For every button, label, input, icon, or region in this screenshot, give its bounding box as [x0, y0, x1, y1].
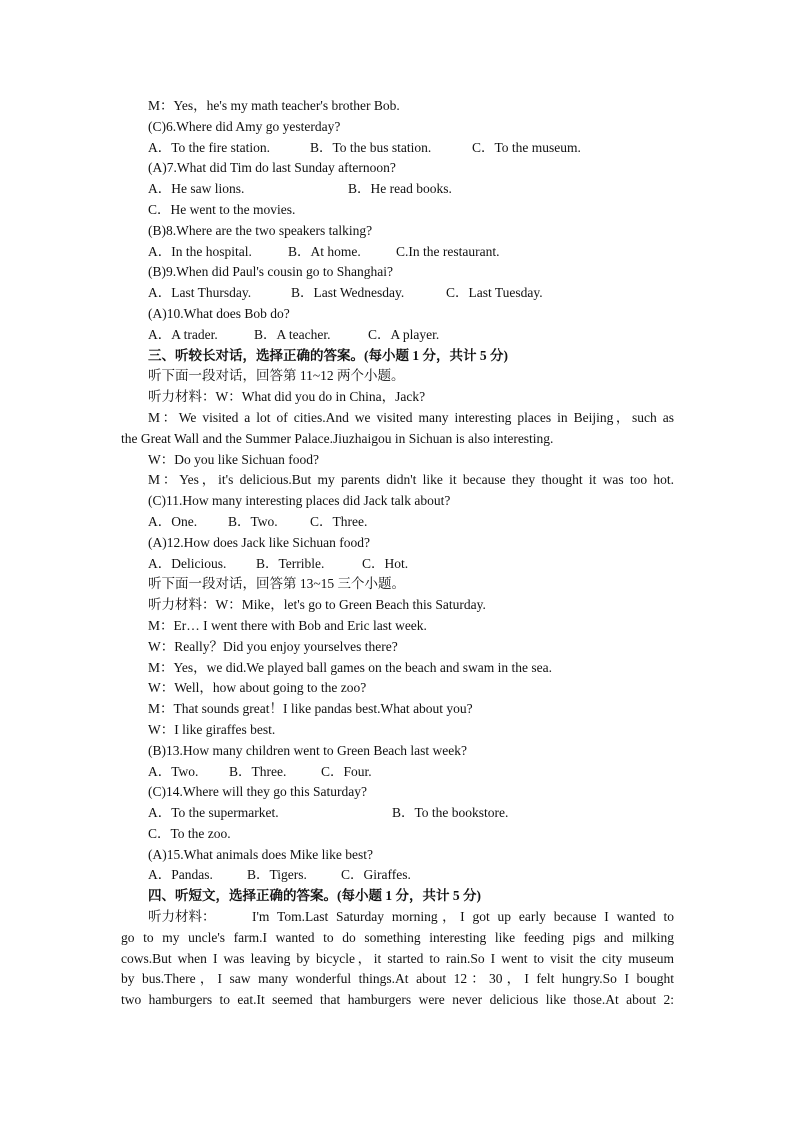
option-b: B．Three. [229, 763, 287, 779]
question-12: (A)12.How does Jack like Sichuan food? [148, 534, 370, 550]
option-b: B．To the bookstore. [392, 805, 509, 821]
option-a: A．In the hospital. [148, 243, 252, 259]
option-a: A．Delicious. [148, 555, 227, 571]
options-q14 [0, 803, 794, 824]
dialogue-line: M：Yes，we did.We played ball games on the beach and swam in the sea. [148, 659, 552, 675]
option-a: A．To the fire station. [148, 139, 271, 155]
option-b: B．To the bus station. [310, 139, 432, 155]
passage-line: two hamburgers to eat.It seemed that hamburgers were never delicious like those.At about 2: [121, 992, 674, 1008]
passage-line: by bus.There，I saw many wonderful things.At about 12：30，I felt hungry.So I bought [121, 971, 674, 987]
dialogue-line: 听力材料：W：What did you do in China，Jack? [148, 389, 426, 405]
dialogue-line: M：We visited a lot of cities.And we visited many interesting places in Beijing，such as [148, 409, 674, 425]
question-8: (B)8.Where are the two speakers talking? [148, 222, 373, 238]
options-q11 [0, 512, 794, 533]
options-q15 [0, 865, 794, 886]
section-heading-4: 四、听短文，选择正确的答案。(每小题 1 分，共计 5 分) [148, 888, 481, 904]
passage-line: cows.But when I was leaving by bicycle，it started to rain.So I went to visit the city museum [121, 950, 674, 966]
option-c: C．A player. [368, 326, 440, 342]
option-b: B．Two. [228, 513, 278, 529]
option-b: B．At home. [288, 243, 361, 259]
passage-first-line [0, 907, 794, 928]
options-q6 [0, 138, 794, 159]
option-c: C.In the restaurant. [396, 243, 500, 259]
question-7: (A)7.What did Tim do last Sunday afternoon? [148, 160, 396, 176]
option-c: C．Three. [310, 513, 368, 529]
option-c: C．He went to the movies. [148, 201, 296, 217]
instruction-line: 听下面一段对话，回答第 11~12 两个小题。 [148, 368, 405, 384]
option-a: A．One. [148, 513, 198, 529]
options-q12 [0, 554, 794, 575]
option-c: C．Four. [321, 763, 372, 779]
option-b: B．Tigers. [247, 867, 307, 883]
option-c: C．Giraffes. [341, 867, 411, 883]
option-c: C．Last Tuesday. [446, 285, 543, 301]
passage-text: I'm Tom.Last Saturday morning，I got up early because I wanted to [252, 909, 674, 925]
question-10: (A)10.What does Bob do? [148, 305, 290, 321]
dialogue-line: the Great Wall and the Summer Palace.Jiuzhaigou in Sichuan is also interesting. [121, 430, 554, 446]
question-6: (C)6.Where did Amy go yesterday? [148, 118, 341, 134]
dialogue-line: W：Do you like Sichuan food? [148, 451, 319, 467]
question-11: (C)11.How many interesting places did Jack talk about? [148, 493, 451, 509]
question-9: (B)9.When did Paul's cousin go to Shanghai? [148, 264, 394, 280]
dialogue-line: 听力材料：W：Mike，let's go to Green Beach this Saturday. [148, 597, 486, 613]
dialogue-line: M：Er… I went there with Bob and Eric last week. [148, 617, 427, 633]
options-q8 [0, 242, 794, 263]
question-14: (C)14.Where will they go this Saturday? [148, 784, 367, 800]
option-a: A．Pandas. [148, 867, 213, 883]
dialogue-line: M：Yes，he's my math teacher's brother Bob. [148, 98, 400, 113]
option-c: C．To the zoo. [148, 825, 231, 841]
option-b: B．Last Wednesday. [291, 285, 405, 301]
option-a: A．He saw lions. [148, 181, 245, 197]
option-b: B．A teacher. [254, 326, 331, 342]
question-15: (A)15.What animals does Mike like best? [148, 846, 373, 862]
option-a: A．A trader. [148, 326, 218, 342]
dialogue-line: W：Really？Did you enjoy yourselves there? [148, 638, 398, 654]
option-a: A．Two. [148, 763, 199, 779]
dialogue-line: M：That sounds great！I like pandas best.What about you? [148, 701, 473, 717]
option-b: B．He read books. [348, 181, 452, 197]
section-heading-3: 三、听较长对话，选择正确的答案。(每小题 1 分，共计 5 分) [148, 347, 508, 363]
passage-line: go to my uncle's farm.I wanted to do something interesting like feeding pigs and milking [121, 929, 674, 945]
options-q9 [0, 283, 794, 304]
instruction-line: 听下面一段对话，回答第 13~15 三个小题。 [148, 576, 406, 592]
option-c: C．To the museum. [472, 139, 581, 155]
option-c: C．Hot. [362, 555, 409, 571]
passage-label: 听力材料： [148, 909, 216, 925]
option-a: A．To the supermarket. [148, 805, 279, 821]
options-q7 [0, 179, 794, 200]
question-13: (B)13.How many children went to Green Beach last week? [148, 742, 468, 758]
options-q13 [0, 762, 794, 783]
option-b: B．Terrible. [256, 555, 325, 571]
option-a: A．Last Thursday. [148, 285, 252, 301]
dialogue-line: W：Well，how about going to the zoo? [148, 680, 367, 696]
document-page [0, 96, 794, 1011]
dialogue-line: W：I like giraffes best. [148, 721, 276, 737]
dialogue-line: M：Yes，it's delicious.But my parents didn't like it because they thought it was too hot. [148, 472, 674, 488]
options-q10 [0, 325, 794, 346]
